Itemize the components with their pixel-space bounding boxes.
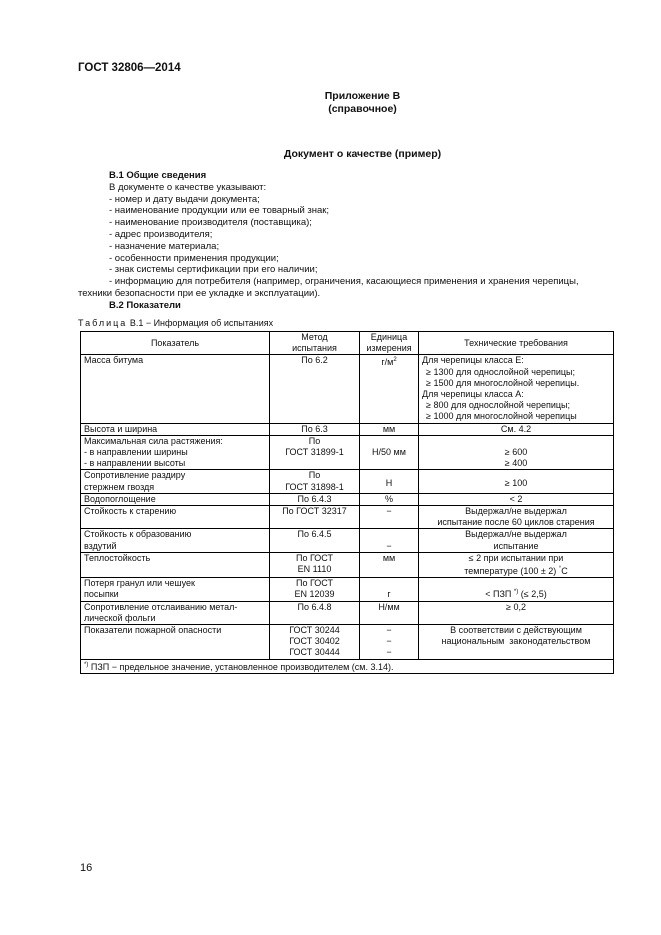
- method-line: По: [308, 470, 321, 481]
- list-item-continuation: техники безопасности при ее укладке и эксплуатации).: [78, 287, 321, 299]
- section-b1-intro: В документе о качестве указывают:: [109, 181, 267, 193]
- cell-indicator: [81, 578, 270, 601]
- list-item: - особенности применения продукции;: [109, 252, 279, 264]
- section-b2-heading: В.2 Показатели: [109, 299, 181, 311]
- list-item: - знак системы сертификации при его наличии;: [109, 264, 318, 276]
- method-line: По: [308, 435, 321, 446]
- section-b1: [78, 170, 619, 312]
- cell-method: [270, 552, 360, 577]
- cell-unit: Н/мм: [360, 601, 419, 624]
- indicator-line: Стойкость к образованию: [84, 529, 192, 540]
- req-line: ≥ 800 для однослойной черепицы;: [426, 400, 570, 411]
- header-method-line: испытания: [292, 343, 337, 354]
- degree-superscript: °: [558, 566, 562, 573]
- method-line: ГОСТ 30444: [289, 647, 340, 658]
- header-indicator: Показатель: [81, 332, 270, 355]
- cell-indicator: Масса битума: [81, 355, 270, 423]
- cell-indicator: [81, 529, 270, 552]
- cell-requirements: ≥ 100: [419, 470, 614, 493]
- req-line: Выдержал/не выдержал: [465, 506, 567, 517]
- cell-method: [270, 625, 360, 660]
- cell-method: [270, 435, 360, 470]
- table-caption-label: Таблица: [78, 318, 128, 328]
- unit-line: −: [386, 636, 392, 647]
- list-item: - наименование производителя (поставщика);: [109, 217, 312, 229]
- req-line: Выдержал/не выдержал: [465, 529, 567, 540]
- cell-unit: [360, 355, 419, 423]
- req-line: ≥ 600: [504, 447, 528, 458]
- method-line: ГОСТ 30244: [289, 625, 340, 636]
- cell-requirements: [419, 435, 614, 470]
- cell-method: По 6.3: [270, 423, 360, 435]
- table-caption: [78, 318, 273, 328]
- cell-unit: г: [360, 578, 419, 601]
- cell-requirements: [419, 529, 614, 552]
- header-unit-line: Единица: [370, 332, 408, 342]
- header-unit-line: измерения: [366, 343, 412, 354]
- cell-requirements: [419, 355, 614, 423]
- appendix-title: Приложение В: [324, 90, 401, 102]
- table-row: [81, 355, 614, 423]
- unit-superscript: 2: [393, 357, 397, 364]
- cell-requirements: < 2: [419, 493, 614, 505]
- list-item: - адрес производителя;: [109, 228, 213, 240]
- indicator-line: посыпки: [84, 589, 119, 600]
- req-line: ≥ 1000 для многослойной черепицы: [426, 411, 577, 422]
- method-line: EN 1110: [297, 564, 332, 575]
- cell-indicator: Теплостойкость: [81, 552, 270, 577]
- cell-requirements: ≥ 0,2: [419, 601, 614, 624]
- cell-unit: [360, 625, 419, 660]
- req-line: ≥ 1500 для многослойной черепицы.: [426, 377, 580, 388]
- table-row: [81, 493, 614, 505]
- cell-method: [270, 578, 360, 601]
- unit-text: г/м: [381, 357, 394, 368]
- req-text: температуре (100 ± 2): [464, 566, 557, 577]
- req-line: Для черепицы класса А:: [422, 389, 524, 400]
- table-row: [81, 423, 614, 435]
- req-line: В соответствии с действующим: [450, 625, 582, 636]
- req-line: Для черепицы класса Е:: [422, 355, 524, 366]
- appendix-subtitle: (справочное): [328, 103, 397, 115]
- cell-indicator: Стойкость к старению: [81, 506, 270, 529]
- method-line: ГОСТ 31898-1: [285, 481, 344, 492]
- cell-method: По 6.4.8: [270, 601, 360, 624]
- table-row: [81, 625, 614, 660]
- req-line: [422, 564, 610, 577]
- cell-indicator: [81, 435, 270, 470]
- header-unit: [360, 332, 419, 355]
- indicator-line: Потеря гранул или чешуек: [84, 578, 195, 589]
- method-line: EN 12039: [294, 589, 335, 600]
- table-row: [81, 435, 614, 470]
- table-row: [81, 506, 614, 529]
- indicator-line: Максимальная сила растяжения:: [84, 435, 223, 446]
- unit-text: Н/50 мм: [372, 447, 406, 458]
- req-text: < ПЗП: [485, 589, 512, 600]
- document-code: ГОСТ 32806—2014: [78, 62, 181, 74]
- table-row: [81, 529, 614, 552]
- method-line: По ГОСТ: [295, 552, 334, 563]
- cell-unit: [360, 435, 419, 470]
- unit-line: −: [386, 647, 392, 658]
- cell-requirements: [419, 625, 614, 660]
- cell-method: По ГОСТ 32317: [270, 506, 360, 529]
- req-line: ≥ 400: [504, 458, 528, 469]
- cell-unit: мм: [360, 552, 419, 577]
- indicator-line: - в направлении высоты: [84, 458, 186, 469]
- cell-requirements: См. 4.2: [419, 423, 614, 435]
- header-requirements: Технические требования: [419, 332, 614, 355]
- req-line: испытание: [493, 540, 539, 551]
- list-item: - информацию для потребителя (например, ограничения, касающиеся применения и хранения черепицы,: [109, 276, 579, 288]
- indicator-line: - в направлении ширины: [84, 447, 188, 458]
- table-row: [81, 601, 614, 624]
- document-title: Документ о качестве (пример): [283, 148, 442, 160]
- table-footnote-row: [81, 659, 614, 673]
- appendix-heading: [32, 90, 661, 116]
- section-b1-heading: В.1 Общие сведения: [109, 170, 207, 181]
- cell-unit: −: [360, 529, 419, 552]
- table-caption-text: В.1 − Информация об испытаниях: [129, 318, 274, 328]
- cell-requirements: [419, 552, 614, 577]
- cell-unit: −: [360, 506, 419, 529]
- cell-unit: мм: [360, 423, 419, 435]
- req-line: ≤ 2 при испытании при: [468, 552, 564, 563]
- cell-method: По 6.2: [270, 355, 360, 423]
- cell-method: По 6.4.3: [270, 493, 360, 505]
- indicator-line: лической фольги: [84, 612, 156, 623]
- table-header-row: [81, 332, 614, 355]
- footnote-text: ПЗП − предельное значение, установленное производителем (см. 3.14).: [88, 661, 394, 672]
- table-row: [81, 470, 614, 493]
- req-line: испытание после 60 циклов старения: [437, 517, 595, 528]
- page-number: 16: [80, 862, 93, 874]
- list-item: - наименование продукции или ее товарный знак;: [109, 205, 330, 217]
- cell-indicator: Показатели пожарной опасности: [81, 625, 270, 660]
- indicator-line: Сопротивление отслаиванию метал-: [84, 601, 238, 612]
- list-item: - номер и дату выдачи документа;: [109, 193, 260, 205]
- cell-unit: %: [360, 493, 419, 505]
- req-text: (≤ 2,5): [518, 589, 547, 600]
- cell-indicator: Водопоглощение: [81, 493, 270, 505]
- req-line: ≥ 1300 для однослойной черепицы;: [426, 366, 575, 377]
- method-line: ГОСТ 30402: [289, 636, 340, 647]
- unit-line: −: [386, 625, 392, 636]
- cell-indicator: [81, 601, 270, 624]
- cell-method: [270, 470, 360, 493]
- table-footnote: [81, 659, 614, 673]
- cell-indicator: [81, 470, 270, 493]
- indicator-line: стержнем гвоздя: [84, 481, 155, 492]
- method-line: По ГОСТ: [295, 578, 334, 589]
- req-line: национальным законодательством: [441, 636, 591, 647]
- test-info-table: [80, 331, 614, 674]
- cell-indicator: Высота и ширина: [81, 423, 270, 435]
- cell-method: По 6.4.5: [270, 529, 360, 552]
- cell-unit: Н: [360, 470, 419, 493]
- cell-requirements: [419, 506, 614, 529]
- footnote-ref: *): [513, 589, 519, 596]
- cell-requirements: [419, 578, 614, 601]
- method-line: ГОСТ 31899-1: [285, 447, 344, 458]
- indicator-line: вздутий: [84, 540, 117, 551]
- header-method-line: Метод: [301, 332, 328, 342]
- table-row: [81, 578, 614, 601]
- footnote-mark: *): [84, 661, 89, 668]
- header-method: [270, 332, 360, 355]
- req-text: С: [561, 566, 568, 577]
- table-row: [81, 552, 614, 577]
- indicator-line: Сопротивление раздиру: [84, 470, 186, 481]
- list-item: - назначение материала;: [109, 240, 220, 252]
